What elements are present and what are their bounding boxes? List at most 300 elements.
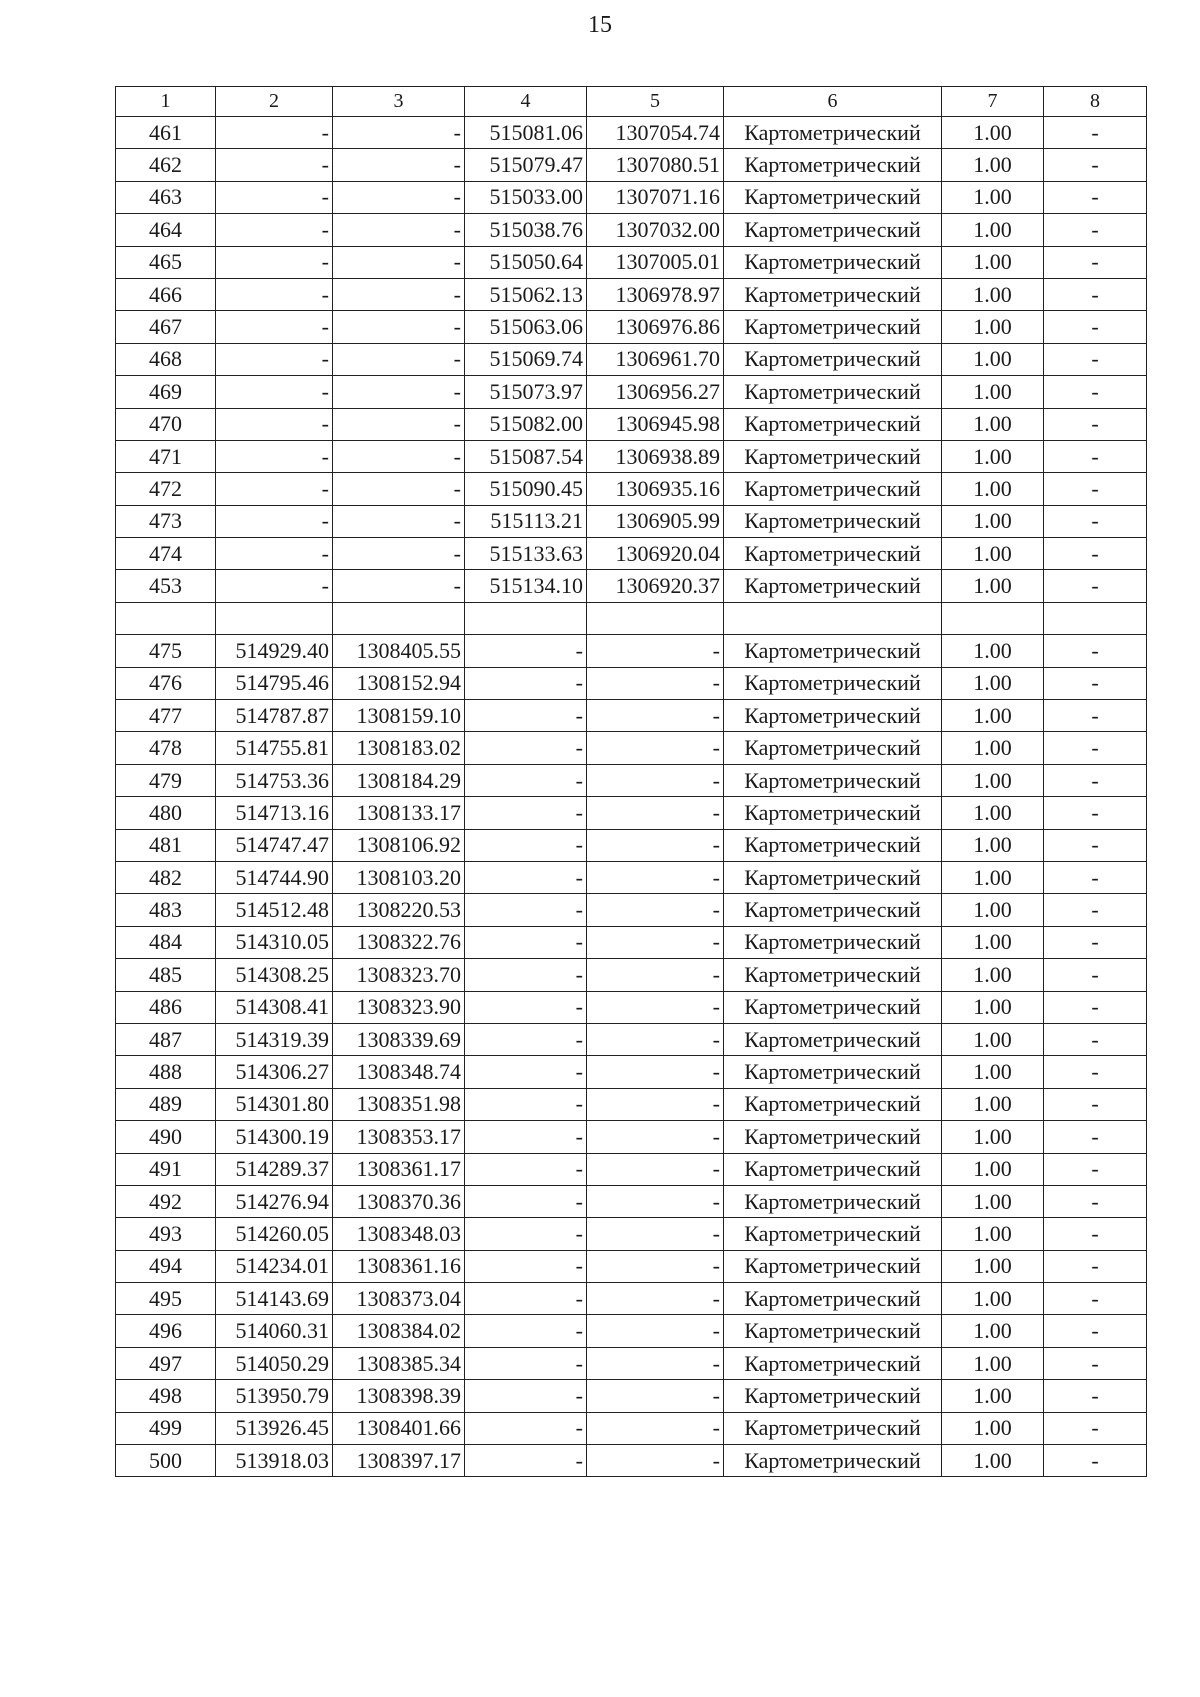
cell-point-number: 497 bbox=[116, 1347, 216, 1379]
cell-x-new: - bbox=[465, 1153, 587, 1185]
cell-x-new: - bbox=[465, 667, 587, 699]
header-col-6: 6 bbox=[724, 87, 942, 117]
cell-accuracy: 1.00 bbox=[942, 1088, 1044, 1120]
cell-x-new: 515038.76 bbox=[465, 214, 587, 246]
cell-x-old: - bbox=[216, 149, 333, 181]
cell-description: - bbox=[1044, 278, 1147, 310]
cell-method: Картометрический bbox=[724, 1347, 942, 1379]
table-row bbox=[116, 408, 1147, 440]
table-header bbox=[116, 87, 1147, 117]
cell-accuracy: 1.00 bbox=[942, 1218, 1044, 1250]
cell-x-old: 514713.16 bbox=[216, 797, 333, 829]
cell-y-old: 1308370.36 bbox=[333, 1185, 465, 1217]
header-col-3: 3 bbox=[333, 87, 465, 117]
cell-y-old: 1308220.53 bbox=[333, 894, 465, 926]
cell-accuracy: 1.00 bbox=[942, 797, 1044, 829]
cell-y-old: 1308397.17 bbox=[333, 1445, 465, 1477]
cell-accuracy: 1.00 bbox=[942, 376, 1044, 408]
cell-y-old: 1308384.02 bbox=[333, 1315, 465, 1347]
cell-y-new bbox=[587, 602, 724, 634]
cell-y-new: - bbox=[587, 732, 724, 764]
cell-accuracy: 1.00 bbox=[942, 1380, 1044, 1412]
cell-y-old: 1308373.04 bbox=[333, 1283, 465, 1315]
table-row bbox=[116, 570, 1147, 602]
table-row bbox=[116, 991, 1147, 1023]
cell-method: Картометрический bbox=[724, 1218, 942, 1250]
cell-y-old: - bbox=[333, 311, 465, 343]
table-row bbox=[116, 894, 1147, 926]
cell-x-new: 515081.06 bbox=[465, 117, 587, 149]
table-row bbox=[116, 1023, 1147, 1055]
table-row bbox=[116, 1185, 1147, 1217]
cell-x-old: 513950.79 bbox=[216, 1380, 333, 1412]
cell-accuracy: 1.00 bbox=[942, 311, 1044, 343]
cell-method: Картометрический bbox=[724, 214, 942, 246]
cell-x-old: 514747.47 bbox=[216, 829, 333, 861]
cell-description: - bbox=[1044, 1121, 1147, 1153]
cell-description: - bbox=[1044, 829, 1147, 861]
cell-method: Картометрический bbox=[724, 278, 942, 310]
cell-description: - bbox=[1044, 1283, 1147, 1315]
cell-point-number: 490 bbox=[116, 1121, 216, 1153]
cell-accuracy: 1.00 bbox=[942, 1153, 1044, 1185]
cell-accuracy: 1.00 bbox=[942, 440, 1044, 472]
cell-point-number: 489 bbox=[116, 1088, 216, 1120]
table-row bbox=[116, 1283, 1147, 1315]
cell-accuracy: 1.00 bbox=[942, 700, 1044, 732]
cell-x-new: - bbox=[465, 861, 587, 893]
cell-accuracy: 1.00 bbox=[942, 1315, 1044, 1347]
cell-point-number: 462 bbox=[116, 149, 216, 181]
cell-y-old: - bbox=[333, 376, 465, 408]
table-row bbox=[116, 117, 1147, 149]
cell-x-old: - bbox=[216, 343, 333, 375]
cell-description: - bbox=[1044, 1023, 1147, 1055]
table-row bbox=[116, 214, 1147, 246]
cell-method: Картометрический bbox=[724, 764, 942, 796]
cell-x-old: 514787.87 bbox=[216, 700, 333, 732]
cell-x-old: - bbox=[216, 538, 333, 570]
cell-x-new: - bbox=[465, 1185, 587, 1217]
cell-x-old: 514308.25 bbox=[216, 959, 333, 991]
cell-x-new: 515063.06 bbox=[465, 311, 587, 343]
cell-point-number: 493 bbox=[116, 1218, 216, 1250]
cell-x-new: 515073.97 bbox=[465, 376, 587, 408]
table-body bbox=[116, 117, 1147, 1477]
cell-point-number: 480 bbox=[116, 797, 216, 829]
cell-description: - bbox=[1044, 1056, 1147, 1088]
cell-y-new: - bbox=[587, 1023, 724, 1055]
cell-point-number: 483 bbox=[116, 894, 216, 926]
table-row bbox=[116, 829, 1147, 861]
cell-accuracy: 1.00 bbox=[942, 343, 1044, 375]
cell-method: Картометрический bbox=[724, 1121, 942, 1153]
cell-description: - bbox=[1044, 764, 1147, 796]
cell-description: - bbox=[1044, 214, 1147, 246]
header-col-1: 1 bbox=[116, 87, 216, 117]
cell-accuracy: 1.00 bbox=[942, 926, 1044, 958]
cell-y-old: - bbox=[333, 570, 465, 602]
cell-method: Картометрический bbox=[724, 1445, 942, 1477]
cell-y-new: - bbox=[587, 829, 724, 861]
cell-y-new: - bbox=[587, 797, 724, 829]
cell-description: - bbox=[1044, 440, 1147, 472]
cell-x-old: - bbox=[216, 408, 333, 440]
cell-method: Картометрический bbox=[724, 1380, 942, 1412]
cell-point-number: 467 bbox=[116, 311, 216, 343]
cell-accuracy: 1.00 bbox=[942, 861, 1044, 893]
cell-y-old: 1308323.70 bbox=[333, 959, 465, 991]
cell-y-new: 1307054.74 bbox=[587, 117, 724, 149]
cell-method: Картометрический bbox=[724, 538, 942, 570]
cell-description: - bbox=[1044, 1185, 1147, 1217]
cell-y-old: - bbox=[333, 214, 465, 246]
cell-point-number: 472 bbox=[116, 473, 216, 505]
cell-method: Картометрический bbox=[724, 570, 942, 602]
cell-description: - bbox=[1044, 959, 1147, 991]
cell-y-new: 1306956.27 bbox=[587, 376, 724, 408]
cell-y-new: - bbox=[587, 1283, 724, 1315]
cell-description: - bbox=[1044, 926, 1147, 958]
table-row bbox=[116, 1445, 1147, 1477]
cell-description: - bbox=[1044, 376, 1147, 408]
cell-point-number: 471 bbox=[116, 440, 216, 472]
cell-point-number: 487 bbox=[116, 1023, 216, 1055]
cell-point-number: 491 bbox=[116, 1153, 216, 1185]
cell-method: Картометрический bbox=[724, 1153, 942, 1185]
table-row bbox=[116, 538, 1147, 570]
table-row bbox=[116, 1315, 1147, 1347]
cell-point-number: 481 bbox=[116, 829, 216, 861]
cell-description: - bbox=[1044, 635, 1147, 667]
cell-y-old: - bbox=[333, 117, 465, 149]
header-col-5: 5 bbox=[587, 87, 724, 117]
table-row bbox=[116, 1088, 1147, 1120]
table-row bbox=[116, 311, 1147, 343]
header-row bbox=[116, 87, 1147, 117]
cell-point-number: 474 bbox=[116, 538, 216, 570]
cell-method: Картометрический bbox=[724, 959, 942, 991]
cell-x-new: - bbox=[465, 797, 587, 829]
cell-accuracy: 1.00 bbox=[942, 1412, 1044, 1444]
cell-x-new: 515133.63 bbox=[465, 538, 587, 570]
cell-y-old: 1308322.76 bbox=[333, 926, 465, 958]
cell-y-new: - bbox=[587, 1185, 724, 1217]
table-row bbox=[116, 376, 1147, 408]
cell-y-old: - bbox=[333, 149, 465, 181]
cell-y-new: - bbox=[587, 667, 724, 699]
cell-description: - bbox=[1044, 473, 1147, 505]
table-row bbox=[116, 861, 1147, 893]
cell-point-number: 485 bbox=[116, 959, 216, 991]
cell-point-number: 478 bbox=[116, 732, 216, 764]
cell-x-new: 515033.00 bbox=[465, 181, 587, 213]
cell-point-number: 500 bbox=[116, 1445, 216, 1477]
cell-x-new: - bbox=[465, 1250, 587, 1282]
table-row bbox=[116, 602, 1147, 634]
cell-method: Картометрический bbox=[724, 1088, 942, 1120]
cell-description: - bbox=[1044, 1315, 1147, 1347]
cell-x-old: 514755.81 bbox=[216, 732, 333, 764]
cell-x-new: - bbox=[465, 991, 587, 1023]
cell-x-old: 514143.69 bbox=[216, 1283, 333, 1315]
table-row bbox=[116, 473, 1147, 505]
cell-x-new: - bbox=[465, 1023, 587, 1055]
cell-method: Картометрический bbox=[724, 1250, 942, 1282]
cell-x-old: - bbox=[216, 214, 333, 246]
cell-description: - bbox=[1044, 732, 1147, 764]
table-row bbox=[116, 181, 1147, 213]
cell-x-old: - bbox=[216, 440, 333, 472]
cell-y-old: 1308385.34 bbox=[333, 1347, 465, 1379]
cell-method: Картометрический bbox=[724, 311, 942, 343]
cell-point-number: 494 bbox=[116, 1250, 216, 1282]
cell-point-number: 477 bbox=[116, 700, 216, 732]
table-row bbox=[116, 700, 1147, 732]
cell-x-new: - bbox=[465, 1347, 587, 1379]
cell-x-new: 515050.64 bbox=[465, 246, 587, 278]
cell-y-old: 1308339.69 bbox=[333, 1023, 465, 1055]
cell-x-new: - bbox=[465, 1380, 587, 1412]
cell-y-old: 1308361.16 bbox=[333, 1250, 465, 1282]
cell-description: - bbox=[1044, 311, 1147, 343]
table-row bbox=[116, 732, 1147, 764]
cell-point-number bbox=[116, 602, 216, 634]
cell-x-old: 514306.27 bbox=[216, 1056, 333, 1088]
cell-x-new: - bbox=[465, 1121, 587, 1153]
cell-description: - bbox=[1044, 117, 1147, 149]
cell-y-old: - bbox=[333, 343, 465, 375]
cell-accuracy bbox=[942, 602, 1044, 634]
cell-accuracy: 1.00 bbox=[942, 181, 1044, 213]
cell-x-old: 514300.19 bbox=[216, 1121, 333, 1153]
cell-method: Картометрический bbox=[724, 667, 942, 699]
cell-point-number: 499 bbox=[116, 1412, 216, 1444]
cell-y-new: 1306938.89 bbox=[587, 440, 724, 472]
cell-method: Картометрический bbox=[724, 440, 942, 472]
cell-description: - bbox=[1044, 149, 1147, 181]
table-row bbox=[116, 1121, 1147, 1153]
page-number: 15 bbox=[588, 12, 612, 38]
table-row bbox=[116, 1380, 1147, 1412]
cell-description: - bbox=[1044, 181, 1147, 213]
cell-method bbox=[724, 602, 942, 634]
cell-y-old: 1308152.94 bbox=[333, 667, 465, 699]
cell-description: - bbox=[1044, 861, 1147, 893]
cell-x-new: 515069.74 bbox=[465, 343, 587, 375]
header-col-7: 7 bbox=[942, 87, 1044, 117]
cell-method: Картометрический bbox=[724, 861, 942, 893]
cell-description: - bbox=[1044, 1088, 1147, 1120]
cell-point-number: 479 bbox=[116, 764, 216, 796]
cell-accuracy: 1.00 bbox=[942, 1250, 1044, 1282]
cell-y-new: 1307071.16 bbox=[587, 181, 724, 213]
cell-accuracy: 1.00 bbox=[942, 538, 1044, 570]
cell-accuracy: 1.00 bbox=[942, 732, 1044, 764]
cell-y-new: 1306945.98 bbox=[587, 408, 724, 440]
cell-method: Картометрический bbox=[724, 149, 942, 181]
cell-y-new: 1307080.51 bbox=[587, 149, 724, 181]
cell-x-old: 514310.05 bbox=[216, 926, 333, 958]
cell-method: Картометрический bbox=[724, 343, 942, 375]
cell-y-old: 1308103.20 bbox=[333, 861, 465, 893]
cell-y-new: - bbox=[587, 1412, 724, 1444]
cell-method: Картометрический bbox=[724, 1185, 942, 1217]
cell-description: - bbox=[1044, 991, 1147, 1023]
cell-x-old: 514234.01 bbox=[216, 1250, 333, 1282]
cell-x-old: 514276.94 bbox=[216, 1185, 333, 1217]
cell-x-old: 514753.36 bbox=[216, 764, 333, 796]
cell-accuracy: 1.00 bbox=[942, 1121, 1044, 1153]
cell-x-old: 513926.45 bbox=[216, 1412, 333, 1444]
cell-method: Картометрический bbox=[724, 894, 942, 926]
header-col-2: 2 bbox=[216, 87, 333, 117]
cell-point-number: 496 bbox=[116, 1315, 216, 1347]
table-row bbox=[116, 1153, 1147, 1185]
cell-x-old: - bbox=[216, 246, 333, 278]
cell-point-number: 498 bbox=[116, 1380, 216, 1412]
cell-accuracy: 1.00 bbox=[942, 246, 1044, 278]
table-row bbox=[116, 505, 1147, 537]
cell-y-old: 1308405.55 bbox=[333, 635, 465, 667]
cell-x-new: 515134.10 bbox=[465, 570, 587, 602]
cell-accuracy: 1.00 bbox=[942, 1185, 1044, 1217]
cell-x-new: 515082.00 bbox=[465, 408, 587, 440]
cell-accuracy: 1.00 bbox=[942, 278, 1044, 310]
cell-method: Картометрический bbox=[724, 1023, 942, 1055]
cell-y-new: - bbox=[587, 635, 724, 667]
table-row bbox=[116, 764, 1147, 796]
cell-x-new: - bbox=[465, 959, 587, 991]
table-row bbox=[116, 959, 1147, 991]
cell-y-old: 1308348.03 bbox=[333, 1218, 465, 1250]
cell-y-new: - bbox=[587, 1380, 724, 1412]
cell-x-new: - bbox=[465, 635, 587, 667]
cell-x-old bbox=[216, 602, 333, 634]
cell-point-number: 484 bbox=[116, 926, 216, 958]
cell-description: - bbox=[1044, 1412, 1147, 1444]
cell-description: - bbox=[1044, 700, 1147, 732]
cell-point-number: 468 bbox=[116, 343, 216, 375]
cell-y-old: 1308348.74 bbox=[333, 1056, 465, 1088]
cell-x-old: - bbox=[216, 570, 333, 602]
cell-y-old bbox=[333, 602, 465, 634]
table-row bbox=[116, 1250, 1147, 1282]
table-row bbox=[116, 1218, 1147, 1250]
header-col-4: 4 bbox=[465, 87, 587, 117]
cell-description: - bbox=[1044, 570, 1147, 602]
cell-description: - bbox=[1044, 538, 1147, 570]
cell-y-new: - bbox=[587, 700, 724, 732]
cell-description: - bbox=[1044, 1347, 1147, 1379]
cell-y-new: - bbox=[587, 926, 724, 958]
cell-y-old: 1308133.17 bbox=[333, 797, 465, 829]
cell-accuracy: 1.00 bbox=[942, 473, 1044, 505]
cell-x-old: 514319.39 bbox=[216, 1023, 333, 1055]
cell-y-new: - bbox=[587, 1218, 724, 1250]
cell-method: Картометрический bbox=[724, 797, 942, 829]
cell-method: Картометрический bbox=[724, 732, 942, 764]
cell-y-new: 1306905.99 bbox=[587, 505, 724, 537]
cell-y-new: 1307032.00 bbox=[587, 214, 724, 246]
table-row bbox=[116, 440, 1147, 472]
cell-x-old: 514744.90 bbox=[216, 861, 333, 893]
cell-accuracy: 1.00 bbox=[942, 991, 1044, 1023]
table-row bbox=[116, 246, 1147, 278]
cell-point-number: 492 bbox=[116, 1185, 216, 1217]
cell-method: Картометрический bbox=[724, 505, 942, 537]
cell-description: - bbox=[1044, 246, 1147, 278]
cell-method: Картометрический bbox=[724, 700, 942, 732]
cell-accuracy: 1.00 bbox=[942, 1283, 1044, 1315]
cell-y-new: - bbox=[587, 1088, 724, 1120]
cell-method: Картометрический bbox=[724, 1056, 942, 1088]
cell-x-new: 515090.45 bbox=[465, 473, 587, 505]
cell-description: - bbox=[1044, 797, 1147, 829]
cell-method: Картометрический bbox=[724, 829, 942, 861]
cell-x-old: - bbox=[216, 117, 333, 149]
cell-y-new: - bbox=[587, 1121, 724, 1153]
cell-x-new: - bbox=[465, 926, 587, 958]
cell-point-number: 476 bbox=[116, 667, 216, 699]
cell-x-old: 514060.31 bbox=[216, 1315, 333, 1347]
cell-x-old: 514795.46 bbox=[216, 667, 333, 699]
cell-point-number: 466 bbox=[116, 278, 216, 310]
cell-x-new: - bbox=[465, 1445, 587, 1477]
cell-accuracy: 1.00 bbox=[942, 829, 1044, 861]
cell-y-old: - bbox=[333, 440, 465, 472]
table-row bbox=[116, 635, 1147, 667]
cell-accuracy: 1.00 bbox=[942, 408, 1044, 440]
cell-x-new: - bbox=[465, 894, 587, 926]
cell-x-old: - bbox=[216, 278, 333, 310]
header-col-8: 8 bbox=[1044, 87, 1147, 117]
cell-y-new: 1306976.86 bbox=[587, 311, 724, 343]
cell-y-new: 1306920.37 bbox=[587, 570, 724, 602]
table-row bbox=[116, 797, 1147, 829]
cell-point-number: 470 bbox=[116, 408, 216, 440]
cell-point-number: 482 bbox=[116, 861, 216, 893]
cell-description: - bbox=[1044, 343, 1147, 375]
cell-y-new: - bbox=[587, 1315, 724, 1347]
cell-accuracy: 1.00 bbox=[942, 635, 1044, 667]
cell-y-old: - bbox=[333, 246, 465, 278]
cell-x-old: - bbox=[216, 311, 333, 343]
cell-y-new: 1306920.04 bbox=[587, 538, 724, 570]
cell-point-number: 473 bbox=[116, 505, 216, 537]
cell-method: Картометрический bbox=[724, 408, 942, 440]
cell-x-new: 515113.21 bbox=[465, 505, 587, 537]
cell-description: - bbox=[1044, 667, 1147, 699]
cell-method: Картометрический bbox=[724, 181, 942, 213]
cell-y-new: - bbox=[587, 861, 724, 893]
cell-y-old: - bbox=[333, 278, 465, 310]
cell-y-new: - bbox=[587, 1250, 724, 1282]
cell-x-old: 514929.40 bbox=[216, 635, 333, 667]
cell-x-new: - bbox=[465, 1283, 587, 1315]
cell-y-new: 1306978.97 bbox=[587, 278, 724, 310]
cell-y-old: 1308361.17 bbox=[333, 1153, 465, 1185]
cell-y-new: 1307005.01 bbox=[587, 246, 724, 278]
cell-accuracy: 1.00 bbox=[942, 1056, 1044, 1088]
cell-x-old: - bbox=[216, 181, 333, 213]
cell-x-old: 514260.05 bbox=[216, 1218, 333, 1250]
cell-y-old: - bbox=[333, 473, 465, 505]
cell-y-new: - bbox=[587, 764, 724, 796]
cell-point-number: 465 bbox=[116, 246, 216, 278]
cell-y-old: - bbox=[333, 181, 465, 213]
cell-y-new: - bbox=[587, 1445, 724, 1477]
